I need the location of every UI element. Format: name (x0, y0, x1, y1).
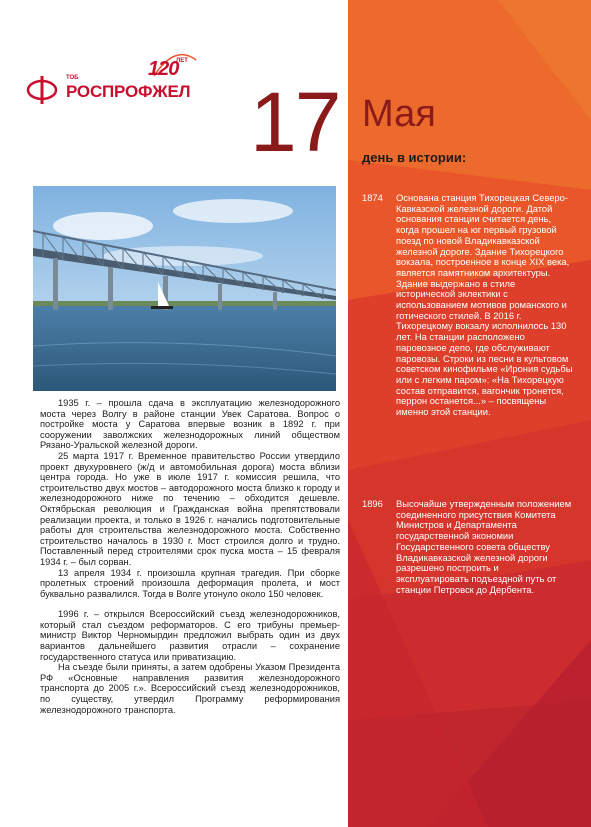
section-subtitle: день в истории: (362, 150, 467, 165)
article-paragraph: 25 марта 1917 г. Временное правительство России утвердило проект двухуровнего (ж/д и автомобильная дорога) моста вблизи центра города. Но уже в июле 1917 г. комиссия решила, что строительство двух мостов – автодорожного моста близко к городу и железнодорожного ниже по течению – обходится дешевле. Октябрьская революция и Гражданская война препятствовали реализации проекта, и только в 1926 г. начались подготовительные работы для строительства железнодорожного моста. Собственно строительство началось в 1930 г. Мост строился долго и трудно. Поставленный перед строителями срок пуска моста – 15 февраля 1934 г. – был сорван. (40, 450, 340, 567)
month-name: Мая (362, 93, 436, 135)
anniversary-suffix: ЛЕТ (176, 58, 188, 64)
event-text: Высочайше утвержденным положением соединенного присутствия Комитета Министров и Департамента государственной экономии Государственного совета обществу Владикавказской железной дороги разрешено построить и эксплуатировать подъездной путь от станции Петровск до Дербента. (396, 498, 572, 595)
anniversary-number: 120 (148, 58, 179, 80)
logo-name: РОСПРОФЖЕЛ (66, 82, 191, 101)
article-text (40, 398, 340, 715)
railway-union-emblem-icon (26, 74, 58, 106)
day-number: 17 (250, 75, 340, 169)
article-paragraph: 13 апреля 1934 г. произошла крупная трагедия. При сборке пролетных строений произошла деформация пролета, и мост буквально развалился. Тогда в Волге утонуло около 150 человек. (40, 567, 340, 599)
bridge-photo-image (33, 186, 336, 391)
bridge-photo (33, 186, 336, 391)
article-paragraph: На съезде были приняты, а затем одобрены Указом Президента РФ «Основные направления развития железнодорожного транспорта до 2005 г.». Всероссийский съезд железнодорожников, по существу, утвердил Программу реформирования железнодорожного транспорта. (40, 662, 340, 715)
event-year: 1896 (362, 498, 383, 509)
article-paragraph: 1996 г. – открылся Всероссийский съезд железнодорожников, который стал съездом реформаторов. С его трибуны премьер-министр Виктор Черномырдин предложил выбрать один из двух вариантов дальнейшего развития отрасли – сохранение государственного статуса или приватизацию. (40, 609, 340, 662)
event-text: Основана станция Тихорецкая Северо-Кавказской железной дороги. Датой основания станции считается день, когда прошел на юг первый грузовой поезд по новой Владикавказской железной дороге. Здание Тихорецкого вокзала, построенное в конце XIX века, является памятником архитектуры. Здание выдержано в стиле исторической эклектики с использованием мотивов романского и готического стилей. В 2016 г. Тихорецкому вокзалу исполнилось 130 лет. На станции расположено паровозное депо, где обслуживают паровозы. Строки из песни в культовом советском кинофильме «Ирония судьбы или с легким паром»: «На Тихорецкую состав отправится, вагончик тронется, перрон останется...» – посвящены именно этой станции. (396, 192, 573, 418)
event-year: 1874 (362, 192, 383, 203)
article-paragraph: 1935 г. – прошла сдача в эксплуатацию железнодорожного моста через Волгу в районе станции Увек Саратова. Вопрос о постройке моста у Саратова впервые возник в 1892 г. при сооружении заволжских железнодорожных линий обществом Рязано-Уральской железной дороги. (40, 398, 340, 451)
logo-tag: ТОБ (66, 75, 79, 81)
